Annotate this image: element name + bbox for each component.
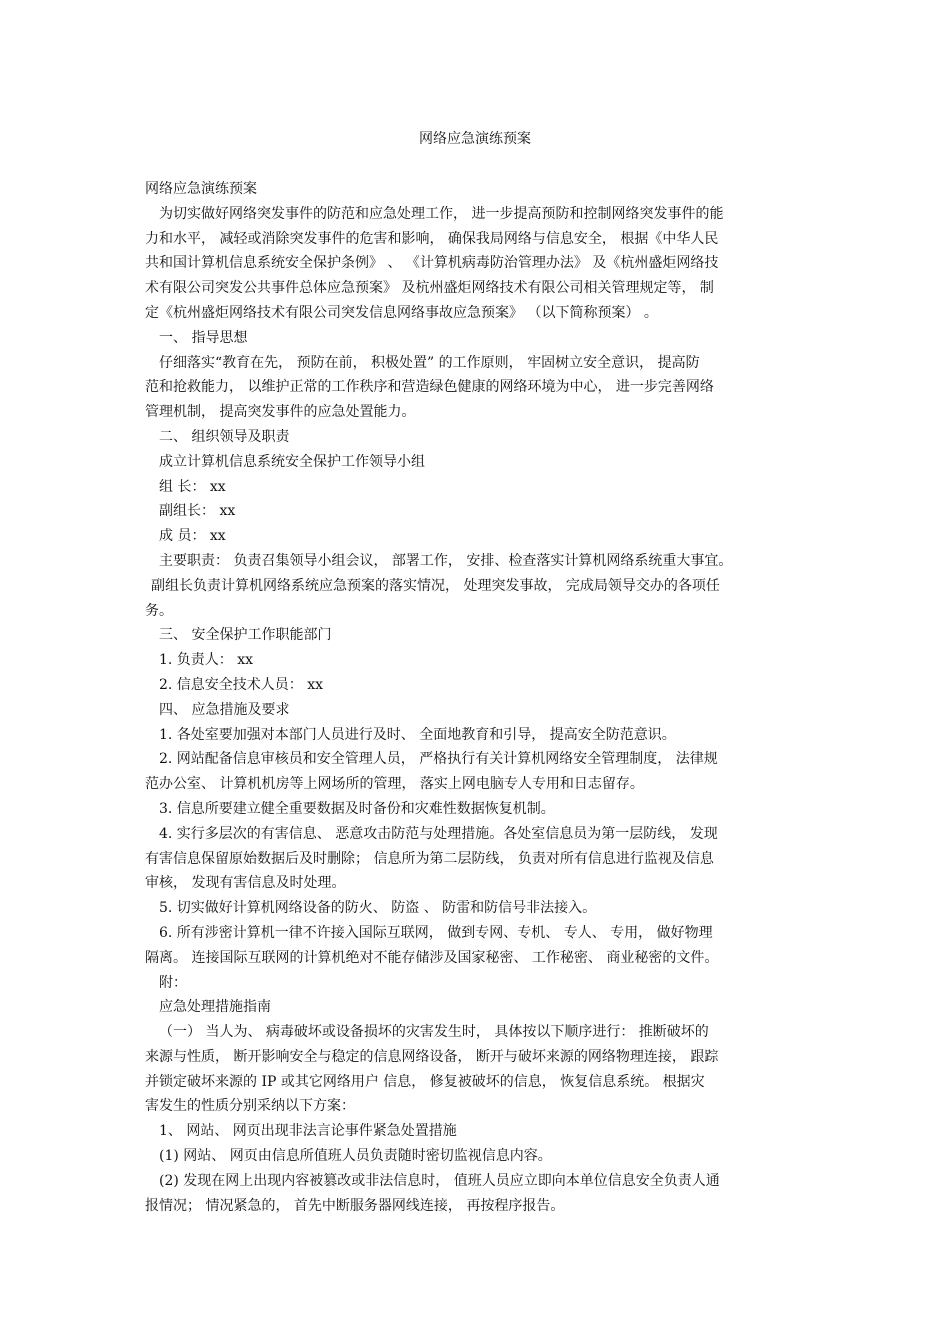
paragraph-line: 管理机制， 提高突发事件的应急处置能力。	[145, 404, 416, 421]
paragraph-line: 害发生的性质分别采纳以下方案：	[145, 1098, 355, 1115]
list-item: 1. 负责人： xx	[159, 652, 254, 669]
paragraph-line: 有害信息保留原始数据后及时删除； 信息所为第二层防线， 负责对所有信息进行监视及信息	[145, 850, 714, 867]
paragraph-line: 务。	[145, 602, 173, 619]
paragraph-line: 力和水平， 减轻或消除突发事件的危害和影响， 确保我局网络与信息安全， 根据《中华人民	[145, 230, 719, 247]
paragraph-line: 共和国计算机信息系统安全保护条例》 、 《计算机病毒防治管理办法》 及《杭州盛炬网络技	[145, 255, 719, 272]
list-item: 2. 信息安全技术人员： xx	[159, 676, 324, 693]
paragraph-line: 范和抢救能力， 以维护正常的工作秩序和营造绿色健康的网络环境为中心， 进一步完善网络	[145, 379, 714, 396]
paragraph-line: 成 员： xx	[159, 528, 226, 545]
paragraph-line: 组 长： xx	[159, 478, 226, 495]
paragraph-line: 仔细落实“教育在先， 预防在前， 积极处置” 的工作原则， 牢固树立安全意识， 提高防	[159, 354, 700, 371]
paragraph-line: 副组长负责计算机网络系统应急预案的落实情况， 处理突发事故， 完成局领导交办的各项任	[151, 577, 720, 594]
section-heading: 二、 组织领导及职责	[159, 428, 290, 445]
section-heading: 应急处理措施指南	[159, 999, 271, 1016]
paragraph-line: 定《杭州盛炬网络技术有限公司突发信息网络事故应急预案》 （以下简称预案） 。	[145, 304, 658, 321]
paragraph-line: 成立计算机信息系统安全保护工作领导小组	[159, 453, 425, 470]
section-heading: 1、 网站、 网页出现非法言论事件紧急处置措施	[159, 1123, 457, 1140]
paragraph-line: 审核， 发现有害信息及时处理。	[145, 875, 346, 892]
list-item: (2) 发现在网上出现内容被篡改或非法信息时， 值班人员应立即向本单位信息安全负责人通	[159, 1172, 720, 1189]
paragraph-line: 报情况； 情况紧急的， 首先中断服务器网线连接， 再按程序报告。	[145, 1197, 565, 1214]
list-item: 1. 各处室要加强对本部门人员进行及时、 全面地教育和引导， 提高安全防范意识。	[159, 726, 676, 743]
paragraph-line: 隔离。 连接国际互联网的计算机绝对不能存储涉及国家秘密、 工作秘密、 商业秘密的文件。	[145, 949, 719, 966]
paragraph-line: 来源与性质， 断开影响安全与稳定的信息网络设备， 断开与破坏来源的网络物理连接， 跟踪	[145, 1048, 719, 1065]
paragraph-line: 并锁定破坏来源的 IP 或其它网络用户 信息， 修复被破坏的信息， 恢复信息系统。 根据灾	[145, 1073, 705, 1090]
paragraph-line: 术有限公司突发公共事件总体应急预案》 及杭州盛炬网络技术有限公司相关管理规定等， 制	[145, 280, 714, 297]
page-title: 网络应急演练预案	[419, 131, 531, 147]
paragraph-line: 副组长： xx	[159, 503, 236, 520]
section-heading: 四、 应急措施及要求	[159, 701, 290, 718]
list-item: 5. 切实做好计算机网络设备的防火、 防盗 、 防雷和防信号非法接入。	[159, 900, 597, 917]
paragraph-line: 为切实做好网络突发事件的防范和应急处理工作， 进一步提高预防和控制网络突发事件的能	[159, 205, 724, 222]
list-item: 4. 实行多层次的有害信息、 恶意攻击防范与处理措施。各处室信息员为第一层防线， 发现	[159, 825, 718, 842]
list-item: 6. 所有涉密计算机一律不许接入国际互联网， 做到专网、专机、 专人、 专用， 做好物理	[159, 924, 713, 941]
section-heading: 一、 指导思想	[159, 329, 248, 346]
list-item: 3. 信息所要建立健全重要数据及时备份和灾难性数据恢复机制。	[159, 800, 555, 817]
paragraph-line: （一） 当人为、 病毒破坏或设备损坏的灾害发生时， 具体按以下顺序进行： 推断破坏的	[159, 1024, 709, 1041]
section-heading: 三、 安全保护工作职能部门	[159, 627, 332, 644]
list-item: 2. 网站配备信息审核员和安全管理人员， 严格执行有关计算机网络安全管理制度， 法律规	[159, 751, 718, 768]
document-body	[145, 177, 807, 1218]
list-item: (1) 网站、 网页由信息所值班人员负责随时密切监视信息内容。	[159, 1148, 552, 1165]
paragraph-line: 范办公室、 计算机机房等上网场所的管理， 落实上网电脑专人专用和日志留存。	[145, 776, 644, 793]
paragraph-line: 主要职责： 负责召集领导小组会议， 部署工作， 安排、检查落实计算机网络系统重大事宜。	[159, 552, 733, 569]
body-heading: 网络应急演练预案	[145, 181, 257, 197]
appendix-label: 附：	[159, 974, 187, 991]
